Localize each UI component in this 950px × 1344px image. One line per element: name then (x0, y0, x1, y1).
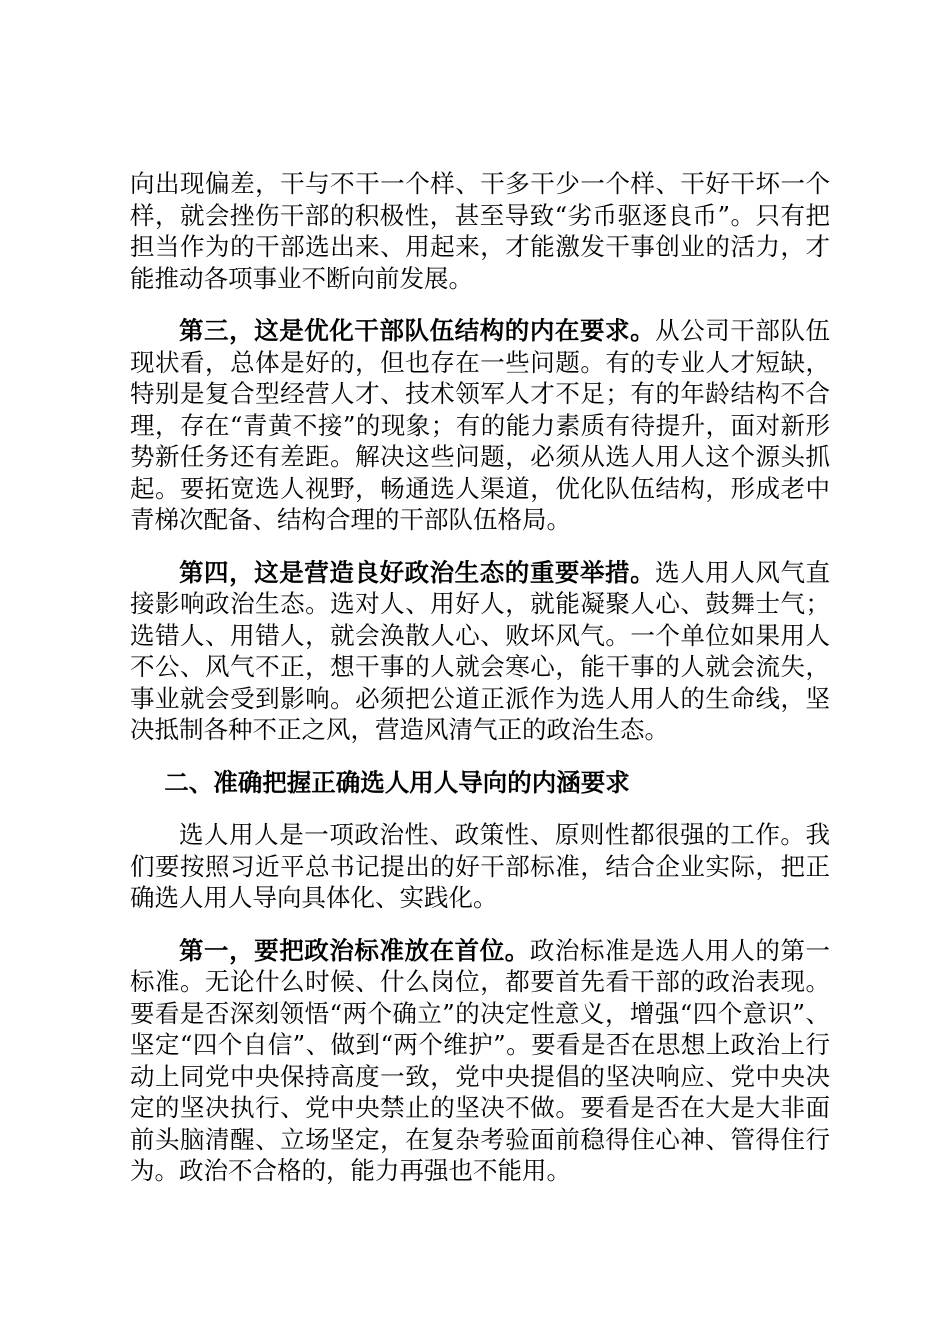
paragraph-text: 从公司干部队伍现状看，总体是好的，但也存在一些问题。有的专业人才短缺，特别是复合型经营人才、技术领军人才不足；有的年龄结构不合理，存在“青黄不接”的现象；有的能力素质有待提升，面对新形势新任务还有差距。解决这些问题，必须从选人用人这个源头抓起。要拓宽选人视野，畅通选人渠道，优化队伍结构，形成老中青梯次配备、结构合理的干部队伍格局。 (130, 316, 830, 534)
section-heading: 二、准确把握正确选人用人导向的内涵要求 (164, 767, 630, 797)
paragraph-text: 向出现偏差，干与不干一个样、干多干少一个样、干好干坏一个样，就会挫伤干部的积极性，甚至导致“劣币驱逐良币”。只有把担当作为的干部选出来、用起来，才能激发干事创业的活力，才能推动各项事业不断向前发展。 (130, 169, 830, 293)
paragraph-lead: 第一，要把政治标准放在首位。 (179, 935, 530, 965)
document-page (130, 168, 830, 1208)
paragraph-first-point (130, 935, 830, 1187)
paragraph-third-point (130, 315, 830, 536)
paragraph-lead: 第四，这是营造良好政治生态的重要举措。 (179, 557, 656, 587)
paragraph-text: 政治标准是选人用人的第一标准。无论什么时候、什么岗位，都要首先看干部的政治表现。要看是否深刻领悟“两个确立”的决定性意义，增强“四个意识”、坚定“四个自信”、做到“两个维护”。要看是否在思想上政治上行动上同党中央保持高度一致，党中央提倡的坚决响应、党中央决定的坚决执行、党中央禁止的坚决不做。要看是否在大是大非面前头脑清醒、立场坚定，在复杂考验面前稳得住心神、管得住行为。政治不合格的，能力再强也不能用。 (130, 935, 831, 1185)
paragraph-text: 选人用人风气直接影响政治生态。选对人、用好人，就能凝聚人心、鼓舞士气；选错人、用错人，就会涣散人心、败坏风气。一个单位如果用人不公、风气不正，想干事的人就会寒心，能干事的人就会流失，事业就会受到影响。必须把公道正派作为选人用人的生命线，坚决抵制各种不正之风，营造风清气正的政治生态。 (130, 557, 830, 744)
paragraph-section-intro (130, 819, 830, 914)
paragraph-fourth-point (130, 557, 830, 746)
paragraph-lead: 第三，这是优化干部队伍结构的内在要求。 (179, 316, 656, 345)
paragraph-text: 选人用人是一项政治性、政策性、原则性都很强的工作。我们要按照习近平总书记提出的好干部标准，结合企业实际，把正确选人用人导向具体化、实践化。 (130, 820, 830, 912)
paragraph-continuation (130, 168, 830, 294)
